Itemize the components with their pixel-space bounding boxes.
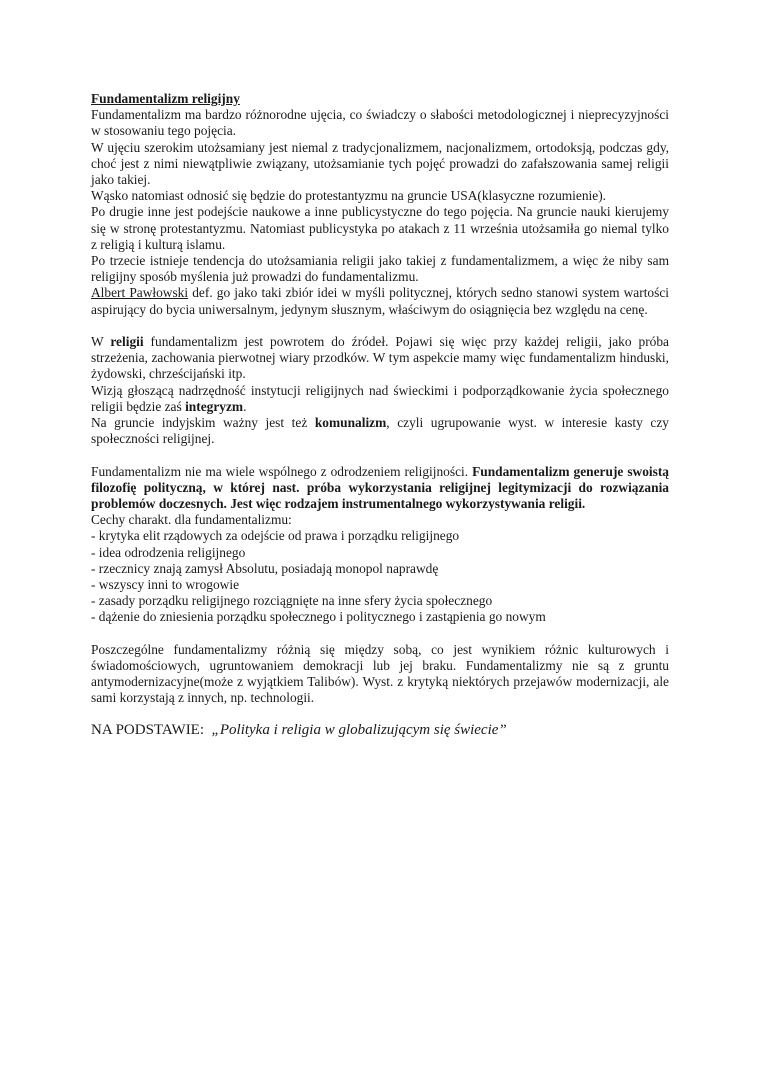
paragraph-gap — [91, 318, 669, 334]
document-page — [91, 91, 669, 739]
paragraph-integryzm — [91, 383, 669, 415]
features-list — [91, 528, 669, 625]
definition-text: def. go jako taki zbiór idei w myśli politycznej, których sedno stanowi system wartości aspirujący do bycia uniwersalnym, jedynym słusznym, właściwym do osiągnięcia bez względu na cenę. — [91, 285, 669, 317]
features-intro: Cechy charakt. dla fundamentalizmu: — [91, 512, 292, 528]
paragraph-differences: Poszczególne fundamentalizmy różnią się między sobą, co jest wynikiem różnic kulturowych i świadomościowych, ugruntowaniem demokracji lub jej braku. Fundamentalizmy nie są z gruntu antymodernizacyjne(może z wyjątkiem Talibów). Wyst. z krytyką niektórych przejawów modernizacji, ale sami korzystają z innych, np. technologii. — [91, 641, 669, 706]
source-line — [91, 721, 669, 739]
author-link[interactable]: Albert Pawłowski — [91, 285, 189, 301]
text-run: Wizją głoszącą nadrzędność instytucji religijnych nad świeckimi i podporządkowanie życia społecznego religii będzie zaś — [91, 382, 669, 414]
source-label: NA PODSTAWIE: — [91, 721, 205, 738]
text-run: Fundamentalizm nie ma wiele wspólnego z odrodzeniem religijności. — [91, 463, 473, 479]
paragraph-third-tendency: Po trzecie istnieje tendencja do utożsamiania religii jako takiej z fundamentalizmem, a więc że niby sam religijny sposób myślenia już prowadzi do fundamentalizmu. — [91, 253, 669, 285]
paragraph-komunalizm — [91, 415, 669, 447]
text-run: , czyli ugrupowanie wyst. w interesie kasty czy społeczności religijnej. — [91, 415, 669, 447]
list-item: - dążenie do zniesienia porządku społecznego i politycznego i zastąpienia go nowym — [91, 609, 546, 625]
list-item: - krytyka elit rządowych za odejście od prawa i porządku religijnego — [91, 528, 460, 544]
document-title: Fundamentalizm religijny — [91, 91, 240, 106]
paragraph-science-vs-journalism: Po drugie inne jest podejście naukowe a inne publicystyczne do tego pojęcia. Na gruncie nauki kierujemy się w stronę protestantyzmu. Natomiast publicystyka po atakach z 11 września utożsamiła go niemal tylko z religią i kulturą islamu. — [91, 204, 669, 252]
bold-term-religii: religii — [110, 334, 144, 350]
list-item: - zasady porządku religijnego rozciągnięte na inne sfery życia społecznego — [91, 593, 493, 609]
text-run: . — [243, 398, 247, 414]
paragraph-political-philosophy — [91, 464, 669, 513]
paragraph-religion-return — [91, 334, 669, 383]
text-run: Na gruncie indyjskim ważny jest też — [91, 415, 315, 431]
text-run: fundamentalizm jest powrotem do źródeł. Pojawi się więc przy każdej religii, jako próba strzeżenia, zachowania pierwotnej wiary przodków. W tym aspekcie mamy więc fundamentalizm hinduski, żydowski, chrześcijański itp. — [91, 334, 669, 382]
list-item: - rzecznicy znają zamysł Absolutu, posiadają monopol naprawdę — [91, 560, 439, 576]
paragraph-narrow-meaning: Wąsko natomiast odnosić się będzie do protestantyzmu na gruncie USA(klasyczne rozumienie). — [91, 188, 607, 204]
paragraph-definition — [91, 285, 669, 317]
paragraph-intro: Fundamentalizm ma bardzo różnorodne ujęcia, co świadczy o słabości metodologicznej i nieprecyzyjności w stosowaniu tego pojęcia. — [91, 107, 669, 139]
source-title: „Polityka i religia w globalizującym się świecie” — [211, 721, 507, 738]
bold-term-komunalizm: komunalizm — [314, 415, 387, 431]
list-item: - idea odrodzenia religijnego — [91, 544, 246, 560]
list-item: - wszyscy inni to wrogowie — [91, 577, 240, 593]
paragraph-gap — [91, 626, 669, 642]
paragraph-broad-meaning: W ujęciu szerokim utożsamiany jest niemal z tradycjonalizmem, nacjonalizmem, ortodoksją, podczas gdy, choć jest z nimi niewątpliwie związany, utożsamianie tych pojęć prowadzi do zafałszowania samej religii jako takiej. — [91, 139, 669, 188]
bold-term-integryzm: integryzm — [185, 398, 244, 414]
text-run: W — [91, 334, 111, 350]
paragraph-gap — [91, 447, 669, 463]
bold-statement: Fundamentalizm generuje swoistą filozofię polityczną, w której nast. próba wykorzystania religijnej legitymizacji do rozwiązania problemów doczesnych. Jest więc rodzajem instrumentalnego wykorzystywania religii. — [91, 463, 669, 512]
